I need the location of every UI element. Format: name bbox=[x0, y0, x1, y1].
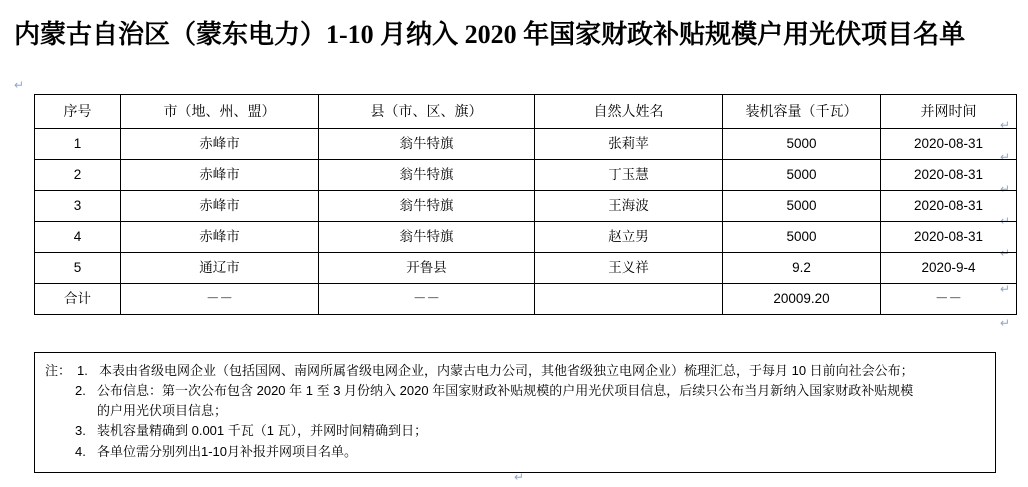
page-title: 内蒙古自治区（蒙东电力）1-10 月纳入 2020 年国家财政补贴规模户用光伏项目名单 bbox=[14, 20, 966, 49]
cell-county: 翁牛特旗 bbox=[319, 160, 535, 191]
note-number: 1. bbox=[77, 363, 88, 378]
cell-index: 5 bbox=[35, 253, 121, 284]
table-row bbox=[35, 253, 1017, 284]
note-item bbox=[75, 381, 985, 401]
cell-index: 2 bbox=[35, 160, 121, 191]
table-row bbox=[35, 129, 1017, 160]
table-header-row bbox=[35, 95, 1017, 129]
paragraph-mark-icon: ↵ bbox=[1000, 282, 1011, 296]
cell-county: 开鲁县 bbox=[319, 253, 535, 284]
paragraph-mark-icon: ↵ bbox=[14, 78, 25, 92]
paragraph-mark-icon: ↵ bbox=[1000, 182, 1011, 196]
paragraph-mark-icon: ↵ bbox=[1000, 214, 1011, 228]
cell-city: 赤峰市 bbox=[121, 222, 319, 253]
note-text: 本表由省级电网企业（包括国网、南网所属省级电网企业，内蒙古电力公司，其他省级独立电网企业）梳理汇总，于每月 10 日前向社会公布； bbox=[99, 363, 914, 378]
cell-capacity: 5000 bbox=[723, 129, 881, 160]
cell-person-name: 赵立男 bbox=[535, 222, 723, 253]
table-row bbox=[35, 222, 1017, 253]
note-item bbox=[75, 442, 985, 462]
cell-index: 4 bbox=[35, 222, 121, 253]
column-header-capacity: 装机容量（千瓦） bbox=[723, 95, 881, 129]
cell-person-name: 王义祥 bbox=[535, 253, 723, 284]
paragraph-mark-icon: ↵ bbox=[514, 470, 525, 484]
table-row bbox=[35, 191, 1017, 222]
note-item bbox=[75, 421, 985, 441]
cell-total-city: －－ bbox=[121, 284, 319, 315]
note-text: 装机容量精确到 0.001 千瓦（1 瓦），并网时间精确到日； bbox=[97, 423, 428, 439]
note-number: 3. bbox=[75, 423, 86, 439]
paragraph-mark-icon: ↵ bbox=[1000, 118, 1011, 132]
column-header-grid-date: 并网时间 bbox=[881, 95, 1017, 129]
note-text: 各单位需分别列出1-10月补报并网项目名单。 bbox=[97, 443, 358, 459]
cell-grid-date: 2020-08-31 bbox=[881, 129, 1017, 160]
cell-county: 翁牛特旗 bbox=[319, 222, 535, 253]
cell-city: 赤峰市 bbox=[121, 191, 319, 222]
cell-total-label: 合计 bbox=[35, 284, 121, 315]
column-header-city: 市（地、州、盟） bbox=[121, 95, 319, 129]
cell-city: 赤峰市 bbox=[121, 160, 319, 191]
cell-index: 1 bbox=[35, 129, 121, 160]
notes-label: 注： bbox=[45, 363, 72, 378]
cell-grid-date: 2020-08-31 bbox=[881, 191, 1017, 222]
cell-total-capacity: 20009.20 bbox=[723, 284, 881, 315]
cell-county: 翁牛特旗 bbox=[319, 191, 535, 222]
cell-county: 翁牛特旗 bbox=[319, 129, 535, 160]
cell-city: 通辽市 bbox=[121, 253, 319, 284]
project-list-table bbox=[34, 94, 1017, 315]
cell-grid-date: 2020-08-31 bbox=[881, 222, 1017, 253]
cell-capacity: 9.2 bbox=[723, 253, 881, 284]
cell-total-grid-date: －－ bbox=[881, 284, 1017, 315]
cell-capacity: 5000 bbox=[723, 160, 881, 191]
cell-capacity: 5000 bbox=[723, 191, 881, 222]
table-row bbox=[35, 160, 1017, 191]
cell-total-county: －－ bbox=[319, 284, 535, 315]
column-header-county: 县（市、区、旗） bbox=[319, 95, 535, 129]
cell-person-name: 丁玉慧 bbox=[535, 160, 723, 191]
note-number: 4. bbox=[75, 443, 86, 459]
cell-person-name: 王海波 bbox=[535, 191, 723, 222]
note-number: 2. bbox=[75, 383, 86, 399]
cell-grid-date: 2020-9-4 bbox=[881, 253, 1017, 284]
cell-total-person-name bbox=[535, 284, 723, 315]
note-text: 公布信息：第一次公布包含 2020 年 1 至 3 月份纳入 2020 年国家财政补贴规模的户用光伏项目信息，后续只公布当月新纳入国家财政补贴规模 bbox=[97, 383, 914, 399]
cell-index: 3 bbox=[35, 191, 121, 222]
cell-city: 赤峰市 bbox=[121, 129, 319, 160]
note-text-continued: 的户用光伏项目信息； bbox=[97, 403, 228, 419]
note-item bbox=[45, 361, 985, 381]
notes-box bbox=[34, 352, 996, 473]
paragraph-mark-icon: ↵ bbox=[1000, 150, 1011, 164]
column-header-person-name: 自然人姓名 bbox=[535, 95, 723, 129]
paragraph-mark-icon: ↵ bbox=[1000, 316, 1011, 330]
cell-capacity: 5000 bbox=[723, 222, 881, 253]
paragraph-mark-icon: ↵ bbox=[1000, 246, 1011, 260]
table-total-row bbox=[35, 284, 1017, 315]
column-header-index: 序号 bbox=[35, 95, 121, 129]
cell-grid-date: 2020-08-31 bbox=[881, 160, 1017, 191]
cell-person-name: 张莉苹 bbox=[535, 129, 723, 160]
